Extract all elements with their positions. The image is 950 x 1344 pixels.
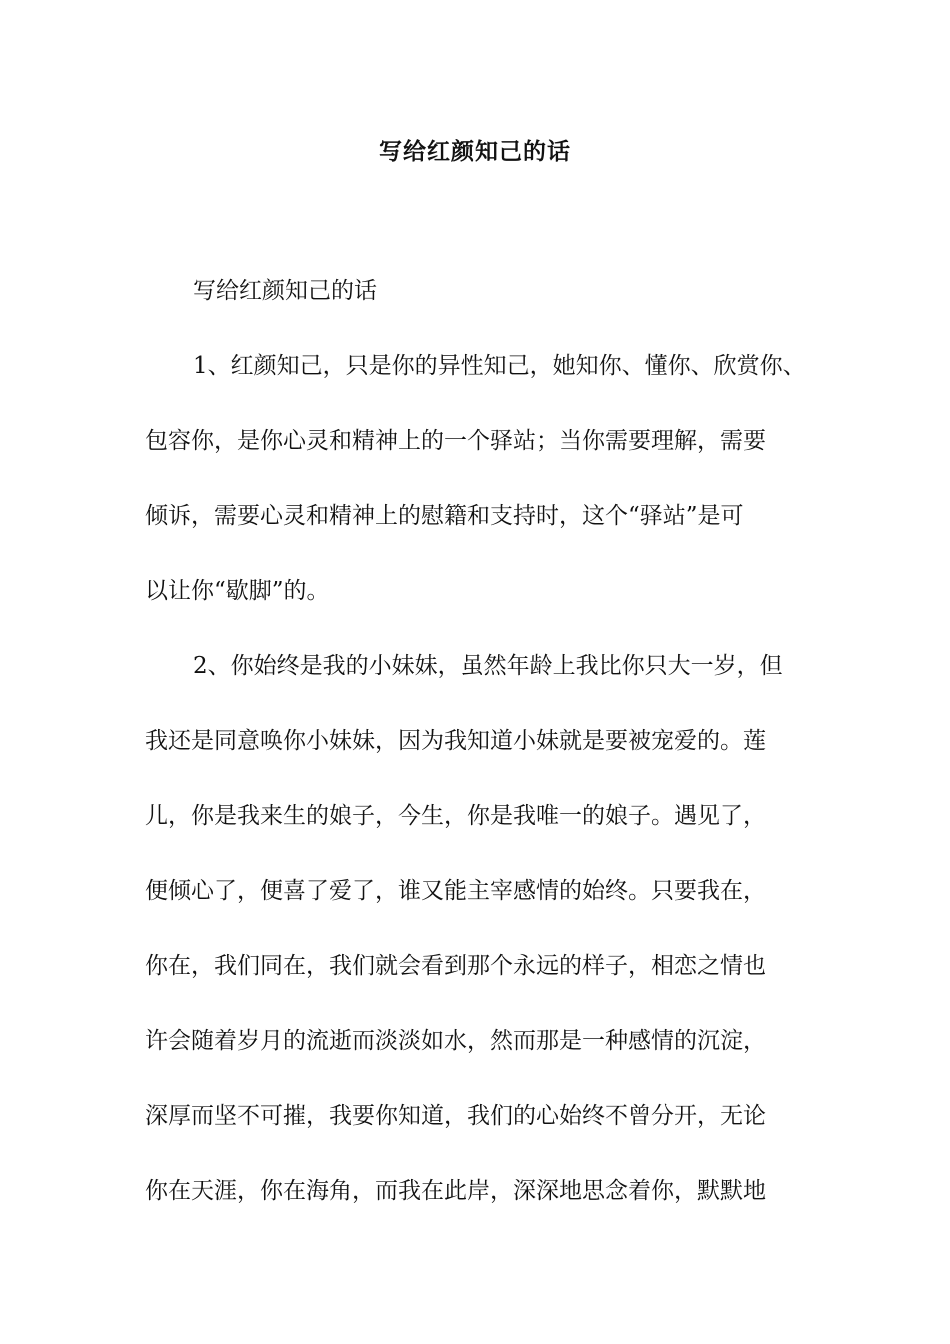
document-subtitle: 写给红颜知己的话 <box>193 278 377 304</box>
document-body <box>145 254 835 1229</box>
paragraph-line: 便倾心了，便喜了爱了，谁又能主宰感情的始终。只要我在， <box>145 878 766 904</box>
paragraph-line: 2、你始终是我的小妹妹，虽然年龄上我比你只大一岁，但 <box>193 653 783 679</box>
paragraph-1 <box>145 329 835 629</box>
document-title: 写给红颜知己的话 <box>379 138 571 165</box>
paragraph-line: 你在，我们同在，我们就会看到那个永远的样子，相恋之情也 <box>145 953 766 979</box>
paragraph-line: 许会随着岁月的流逝而淡淡如水，然而那是一种感情的沉淀， <box>145 1028 766 1054</box>
paragraph-line: 你在天涯，你在海角，而我在此岸，深深地思念着你，默默地 <box>145 1178 766 1204</box>
paragraph-line: 倾诉，需要心灵和精神上的慰籍和支持时，这个“驿站”是可 <box>145 503 744 529</box>
paragraph-line: 以让你“歇脚”的。 <box>145 578 330 604</box>
paragraph-line: 1、红颜知己，只是你的异性知己，她知你、懂你、欣赏你、 <box>193 353 806 379</box>
paragraph-2 <box>145 629 835 1229</box>
paragraph-line: 儿，你是我来生的娘子，今生，你是我唯一的娘子。遇见了， <box>145 803 766 829</box>
paragraph-line: 包容你，是你心灵和精神上的一个驿站；当你需要理解，需要 <box>145 428 766 454</box>
paragraph-line: 深厚而坚不可摧，我要你知道，我们的心始终不曾分开，无论 <box>145 1103 766 1129</box>
paragraph-line: 我还是同意唤你小妹妹，因为我知道小妹就是要被宠爱的。莲 <box>145 728 766 754</box>
